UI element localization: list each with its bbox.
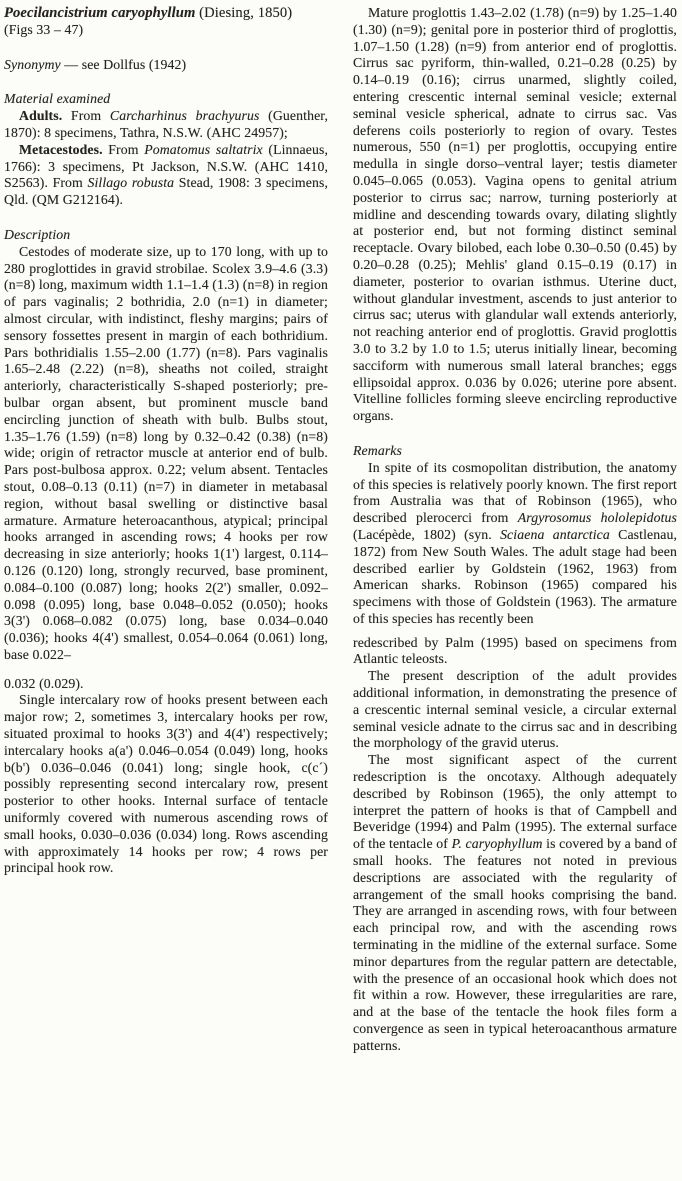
text-run: Remarks (353, 442, 402, 458)
section-spacer (353, 425, 677, 443)
section-spacer (353, 628, 677, 635)
text-run: is covered by a band of small hooks. The features not noted in previous descriptions are associated with the regularity of arrangement of the small hooks comprising the band. They are arranged in ascending rows, with four between each principal row, and with the ascending rows terminating in the midline of the external surface. Some minor departures from the regular pattern are detectable, with the presence of an occasional hook which does not fit within a row. However, these irregularities are rare, and at the base of the tentacle the hook files form a convergence as seen in typical heteroacanthous armature patterns. (353, 836, 677, 1053)
heading-description (4, 227, 328, 244)
text-run: (Guenther, 1870): 8 specimens, Tathra, N.S.W. (AHC 24957); (4, 108, 328, 140)
para-adults (4, 108, 328, 142)
para-remarks-1-continued (353, 635, 677, 669)
text-run: redescribed by Palm (1995) based on specimens from Atlantic teleosts. (353, 634, 677, 667)
text-run: Pomatomus saltatrix (144, 141, 263, 157)
text-run: Material examined (4, 91, 111, 107)
text-run: The most significant aspect of the current redescription is the oncotaxy. Although adequately described by Robinson (1965), the only attempt to interpret the pattern of hooks is that of Campbell and Beveridge (1994) and Palm (1995). The external surface of the tentacle of (353, 752, 677, 852)
para-intercalary-hooks (4, 692, 328, 877)
text-run: — see Dollfus (1942) (60, 56, 187, 72)
para-description (4, 244, 328, 664)
text-run: Synonymy (4, 56, 61, 72)
text-run: Adults. (19, 108, 63, 124)
left-column (4, 5, 328, 1181)
para-remarks-2 (353, 668, 677, 752)
text-run: Castlenau, 1872) from New South Wales. The adult stage had been described earlier by Goldstein (1962, 1963) from American sharks. Robinson (1965) compared his specimens with those of Goldstein (1963). The armature of this species has recently been (353, 526, 678, 626)
heading-material-examined (4, 91, 328, 108)
text-run: Sillago robusta (87, 175, 175, 191)
para-remarks-3 (353, 752, 677, 1054)
para-mature-proglottis (353, 5, 677, 425)
text-run: 0.032 (0.029). (4, 675, 84, 691)
text-run: From (102, 141, 145, 157)
para-metacestodes (4, 142, 328, 209)
section-spacer (4, 39, 328, 57)
text-run: From (62, 108, 110, 124)
heading-remarks (353, 443, 677, 460)
line-description-continued (4, 676, 328, 693)
text-run: Poecilancistrium caryophyllum (4, 5, 196, 21)
text-run: Carcharhinus brachyurus (109, 108, 260, 124)
text-run: Description (4, 226, 71, 242)
text-run: The present description of the adult provides additional information, in demonstrating the presence of a crescentic internal seminal vesicle, a circular external seminal vesicle adnate to the cirrus sac and in describing the morphology of the gravid uterus. (353, 668, 677, 751)
synonymy-line (4, 57, 328, 74)
text-run: Mature proglottis 1.43–2.02 (1.78) (n=9) by 1.25–1.40 (1.30) (n=9); genital pore in posterior third of proglottis, 1.07–1.50 (1.28) (n=9) from anterior end of proglottis. Cirrus sac pyriform, thin-walled, 0.21–0.28 (0.25) by 0.14–0.19 (0.16); cirrus unarmed, slightly coiled, entering crescentic internal seminal vesicle; external seminal vesicle spherical, adnate to cirrus sac. Vas deferens coils posteriorly to region of ovary. Testes numerous, 550 (n=1) per proglottis, occupying entire medulla in single dorso–ventral layer; testis diameter 0.045–0.065 (0.053). Vagina opens to genital atrium posterior to cirrus sac; narrow, turning posteriorly at midline and descending towards ovary, dilating slightly at posterior end, but not forming distinct seminal receptacle. Ovary bilobed, each lobe 0.30–0.50 (0.45) by 0.20–0.28 (0.25); Mehlis' gland 0.15–0.19 (0.17) in diameter, posterior to ovarian isthmus. Uterine duct, without glandular investment, ascends to just anterior to cirrus sac; uterus with glandular wall extends anteriorly, not reaching anterior end of proglottis. Gravid proglottis 3.0 to 3.2 by 1.0 to 1.5; uterus initially linear, becoming sacciform with numerous small lateral branches; eggs ellipsoidal approx. 0.036 by 0.026; uterine pore absent. Vitelline follicles forming sleeve encircling reproductive organs. (353, 5, 677, 424)
section-spacer (4, 664, 328, 676)
text-run: Cestodes of moderate size, up to 170 long, with up to 280 proglottides in gravid strobilae. Scolex 3.9–4.6 (3.3) (n=8) long, maximum width 1.1–1.4 (1.3) (n=8) in region of pars vaginalis; 2 bothridia, 2.0 (n=1) in diameter; almost circular, with indistinct, fleshy margins; pairs of sensory fossettes present in margin of each bothridium. Pars bothridialis 1.55–2.00 (1.77) (n=8). Pars vaginalis 1.65–2.48 (2.22) (n=8), sheaths not coiled, straight anteriorly, characteristically S-shaped posteriorly; pre-bulbar organ absent, but prominent muscle band encircling junction of sheath with bulb. Bulbs stout, 1.35–1.76 (1.59) (n=8) long by 0.32–0.42 (0.38) (n=8) wide; origin of retractor muscle at anterior end of bulb. Pars post-bulbosa approx. 0.22; velum absent. Tentacles stout, 0.08–0.13 (0.11) (n=7) in diameter in metabasal region, without basal swelling or distinctive basal armature. Armature heteroacanthous, atypical; principal hooks arranged in ascending rows; 4 hooks per row decreasing in size anteriorly; hooks 1(1') largest, 0.114–0.126 (0.120) long, strongly recurved, base prominent, 0.084–0.100 (0.087) long; hooks 2(2') smaller, 0.092–0.098 (0.095) long, base 0.048–0.052 (0.050); hooks 3(3') 0.068–0.082 (0.075) long, base 0.034–0.040 (0.036); hooks 4(4') smallest, 0.054–0.064 (0.061) long, base 0.022– (4, 243, 328, 662)
species-title (4, 5, 328, 22)
para-remarks-1 (353, 460, 677, 628)
text-run: In spite of its cosmopolitan distribution, the anatomy of this species is relatively poorly known. The first report from Australia was that of Robinson (1965), who described plerocerci from (353, 459, 677, 526)
figs-line (4, 22, 328, 39)
text-run: Metacestodes. (19, 141, 103, 157)
section-spacer (4, 209, 328, 227)
section-spacer (4, 73, 328, 91)
text-run: (Figs 33 – 47) (4, 21, 84, 37)
text-run: Sciaena antarctica (500, 526, 610, 542)
text-run: (Lacépède, 1802) (syn. (353, 526, 501, 542)
text-run: (Linnaeus, 1766): 3 specimens, Pt Jackson, N.S.W. (AHC 1410, S2563). From (4, 141, 328, 191)
text-run: Argyrosomus hololepidotus (517, 510, 677, 526)
text-run: (Diesing, 1850) (195, 5, 293, 21)
right-column (353, 5, 677, 1181)
text-run: Single intercalary row of hooks present between each major row; 2, sometimes 3, intercalary hooks per row, situated proximal to hooks 3(3') and 4(4') respectively; intercalary hooks a(a') 0.046–0.054 (0.049) long, hooks b(b') 0.036–0.046 (0.041) long; single hook, c(c´) possibly representing second intercalary row, present posterior to other hooks. Internal surface of tentacle uniformly covered with numerous ascending rows of small hooks, 0.030–0.036 (0.034) long. Rows ascending with approximately 14 hooks per row; 4 rows per principal hook row. (4, 692, 328, 876)
text-run: P. caryophyllum (451, 836, 543, 852)
text-run: Stead, 1908: 3 specimens, Qld. (QM G212164). (4, 175, 328, 208)
